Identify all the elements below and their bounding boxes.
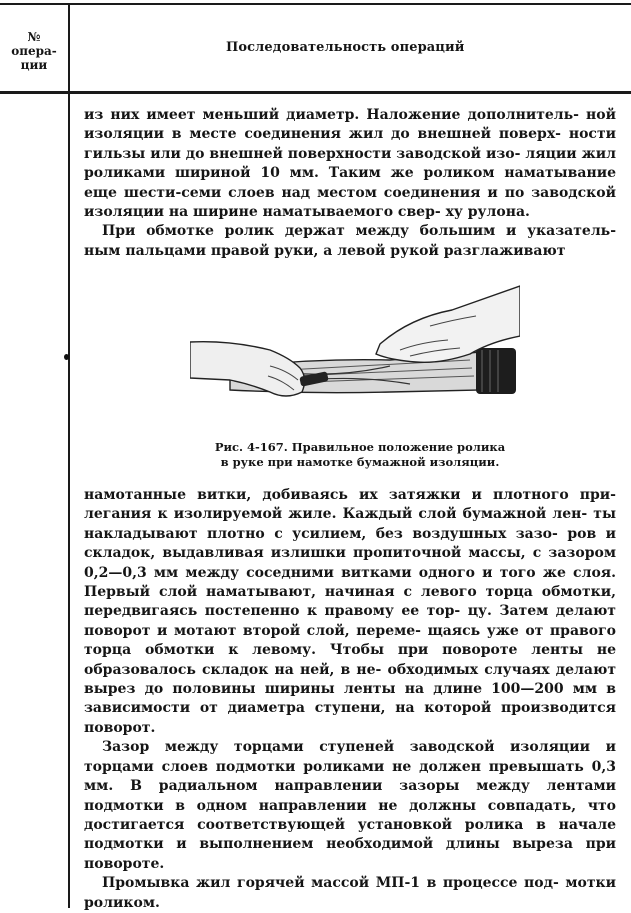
top-paragraph [84,106,616,222]
text-line: обходимых случаях делают вырез до половины ширины [84,661,616,698]
text-line: и по заводской изоляции на ширине наматываемого свер- [84,184,616,221]
second-paragraph [84,222,616,261]
text-line: подмотки в одном направлении не должны совпадать, что [84,797,616,814]
operation-number-header [0,30,68,72]
text-line: ности гильзы или до внешней поверхности заводской изо- [84,126,617,162]
text-line: ляции жил роликами шириной 10 мм. Таким же роликом [84,145,617,182]
text-line: легания к изолируемой жиле. Каждый слой бумажной лен- [84,506,588,523]
margin-mark [64,354,69,360]
header-bottom-border [0,91,631,94]
table-top-border [0,3,631,5]
gap-paragraph [84,738,616,874]
continuation-paragraph [84,486,616,738]
text-line: ной изоляции в месте соединения жил до внешней поверх- [84,107,617,143]
number-word-1: опера- [11,44,57,58]
text-line: мотки роликом. [84,875,616,911]
text-line: с зазором 0,2—0,3 мм между соседними витками одного и [84,545,616,581]
number-word-2: ции [20,58,48,72]
hand-roller-illustration [190,280,520,415]
number-symbol: № [27,30,41,44]
column-divider [68,3,70,908]
text-line: При обмотке ролик держат между большим и указатель- [102,223,616,240]
text-line: из них имеет меньший диаметр. Наложение дополнитель- [84,107,579,123]
text-line: Зазор между торцами ступеней заводской изоляции и [102,739,616,756]
final-paragraph [84,874,616,913]
text-line: ты накладывают плотно с усилием, без воздушных зазо- [84,506,616,542]
text-line: ступени, на которой производится поворот. [84,700,617,736]
text-line: цу. Затем делают поворот и мотают второй слой, переме- [84,603,616,639]
caption-line-1: Рис. 4-167. Правильное положение ролика [214,440,506,454]
text-line: ным пальцами правой руки, а левой рукой разглаживают [84,242,566,259]
text-line: торцами слоев подмотки роликами не должен превышать [84,758,584,775]
text-line: подмотки и выполнением необходимой длины выреза при [84,836,616,853]
sequence-header: Последовательность операций [226,40,465,55]
text-line: того же слоя. Первый слой наматывают, начиная с левого [84,564,616,601]
text-line: Промывка жил горячей массой МП-1 в процессе под- [102,875,559,892]
text-line: ху рулона. [445,204,530,221]
text-line: намотанные витки, добиваясь их затяжки и плотного при- [84,487,616,503]
bottom-text-block [84,486,616,913]
text-line: при повороте ленты не образовалось складок на ней, в не- [84,642,616,678]
text-line: торца обмотки, передвигаясь постепенно к правому ее тор- [84,584,616,620]
top-text-block [84,106,616,261]
text-line: ленты на длине 100—200 мм в зависимости от диаметра [84,681,616,717]
text-line: повороте. [84,855,165,872]
text-line: щаясь уже от правого торца обмотки к левому. Чтобы [84,622,617,659]
text-line: ров и складок, выдавливая излишки пропиточной массы, [84,525,617,562]
text-line: достигается соответствующей установкой ролика в начале [84,816,616,833]
caption-line-2: в руке при намотке бумажной изоляции. [220,455,500,469]
text-line: наматывание еще шести-семи слоев над местом соединения [84,165,616,201]
text-line: 0,3 мм. В радиальном направлении зазоры между лентами [84,758,616,795]
figure-caption [150,440,570,470]
